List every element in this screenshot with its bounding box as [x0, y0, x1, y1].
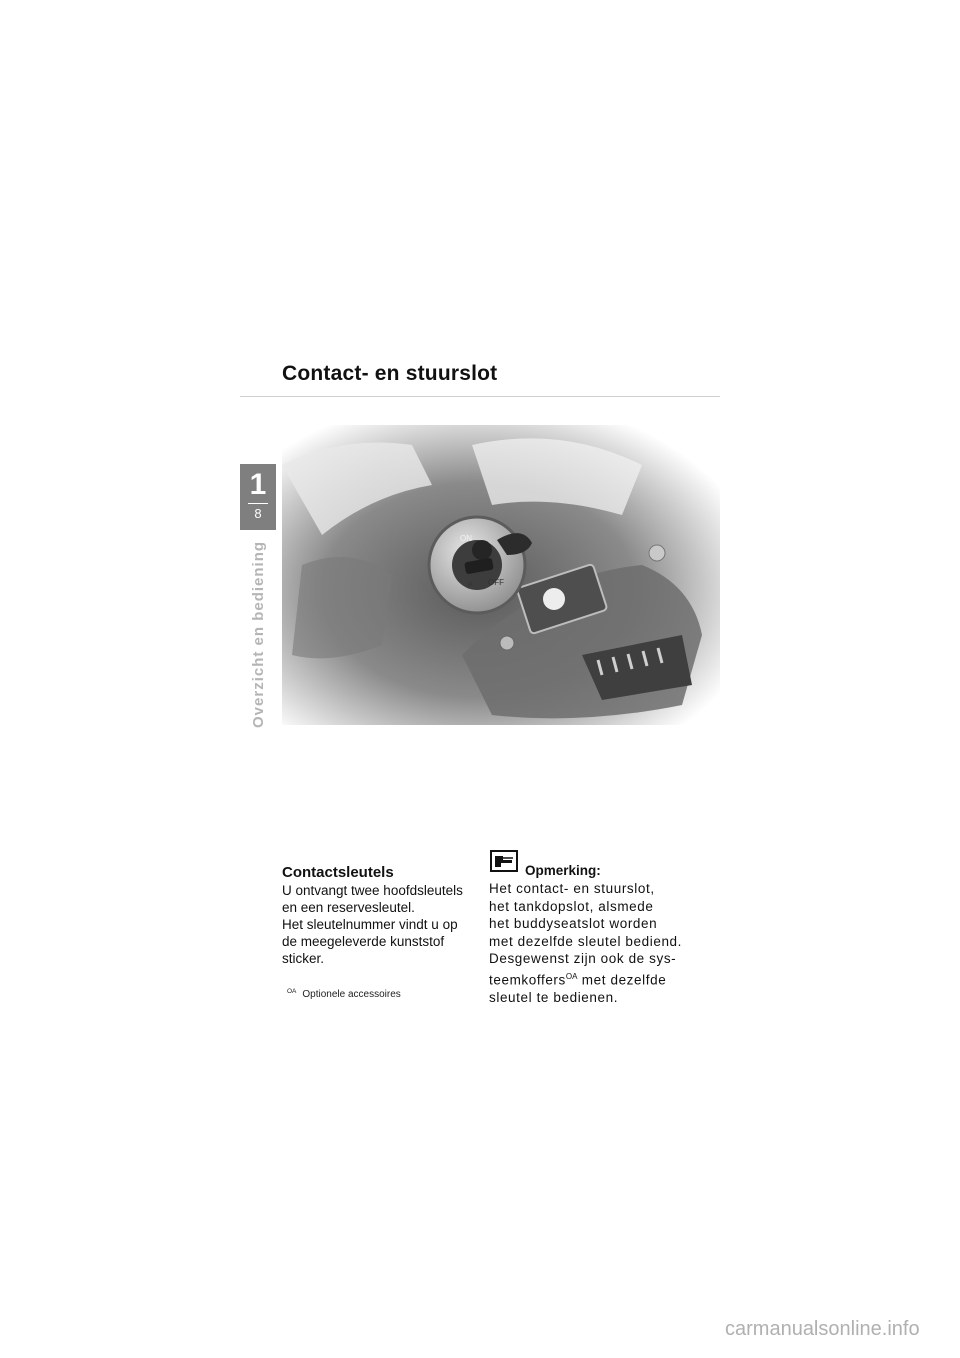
chapter-number: 1 — [249, 468, 267, 501]
section-body — [282, 882, 482, 967]
body-line: en een reservesleutel. — [282, 900, 415, 915]
note-line: Desgewenst zijn ook de sys- — [489, 951, 677, 967]
ignition-lock-photo — [282, 425, 720, 725]
body-line: U ontvangt twee hoofdsleutels — [282, 883, 463, 898]
lock-label-p: P — [468, 582, 473, 589]
footnote-text: Optionele accessoires — [302, 989, 401, 1000]
note-line-text: teemkoffers — [489, 972, 566, 988]
chapter-side-label: Overzicht en bediening — [250, 540, 267, 728]
page-title: Contact- en stuurslot — [282, 362, 498, 385]
lock-label-on: ON — [460, 534, 472, 543]
note-hand-icon — [490, 850, 518, 872]
section-heading: Contactsleutels — [282, 864, 394, 881]
note-superscript: OA — [565, 971, 578, 981]
note-line — [489, 968, 709, 989]
body-line: de meegeleverde kunststof — [282, 934, 445, 949]
lock-label-off: OFF — [488, 578, 504, 587]
note-line: sleutel te bedienen. — [489, 990, 619, 1006]
footnote-marker: OA — [287, 988, 297, 995]
body-line: sticker. — [282, 951, 325, 966]
body-line: Het sleutelnummer vindt u op — [282, 917, 458, 932]
note-line: met dezelfde sleutel bediend. — [489, 933, 683, 949]
note-line: Het contact- en stuurslot, — [489, 881, 655, 896]
title-divider — [240, 396, 720, 397]
footnote — [287, 988, 401, 1000]
note-line: het tankdopslot, alsmede — [489, 898, 654, 914]
page-number: 8 — [254, 506, 262, 521]
note-line-text: met dezelfde — [577, 972, 667, 988]
chapter-divider — [248, 503, 268, 504]
watermark: carmanualsonline.info — [725, 1318, 920, 1340]
chapter-tab — [240, 464, 276, 530]
note-label: Opmerking: — [525, 863, 601, 878]
note-line: het buddyseatslot worden — [489, 916, 658, 932]
note-body — [489, 880, 709, 1007]
